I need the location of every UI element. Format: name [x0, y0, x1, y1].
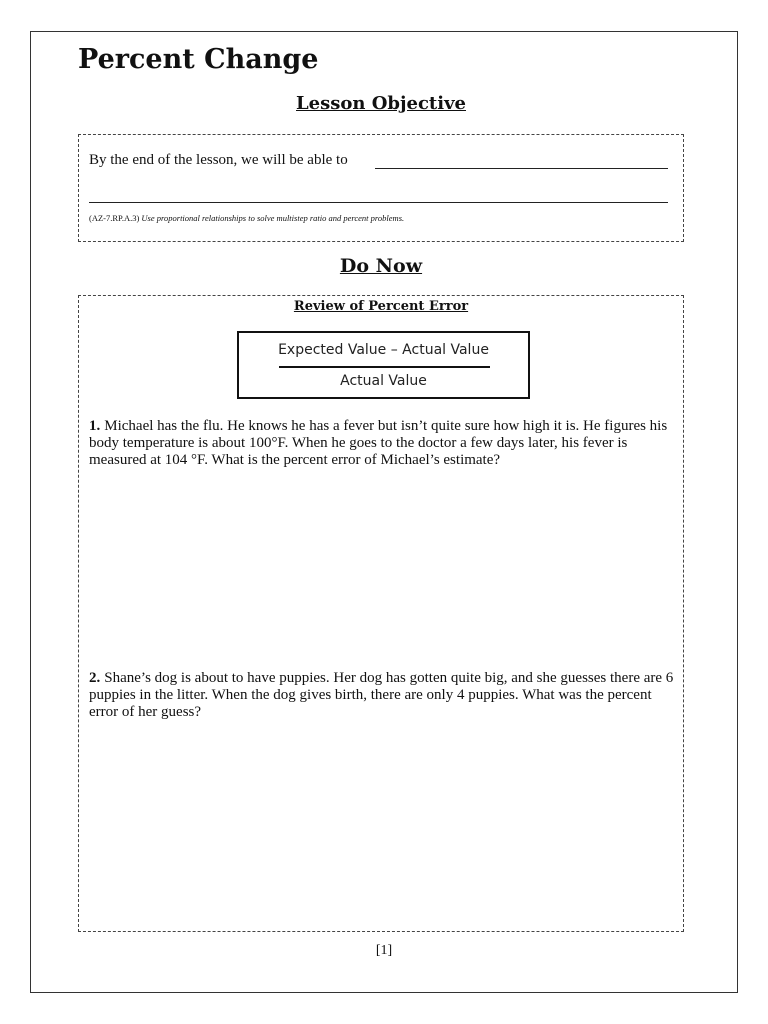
fraction-bar — [279, 366, 490, 368]
problem-1 — [89, 418, 675, 469]
do-now-heading: Do Now — [339, 255, 423, 277]
lesson-objective-box — [78, 134, 684, 242]
review-heading: Review of Percent Error — [293, 299, 469, 314]
problem-2 — [89, 670, 675, 721]
standard-description: Use proportional relationships to solve multistep ratio and percent problems. — [141, 213, 405, 223]
lesson-objective-heading: Lesson Objective — [296, 93, 466, 114]
problem-text: Michael has the flu. He knows he has a fever but isn’t quite sure how high it is. He figures his body temperature is about 100°F. When he goes to the doctor a few days later, his fever is measured at 104 °F. What is the percent error of Michael’s estimate? — [89, 418, 668, 468]
objective-blank-line-2 — [89, 202, 668, 203]
page-title: Percent Change — [78, 44, 319, 75]
formula-denominator: Actual Value — [340, 373, 427, 389]
page-number: [1] — [375, 943, 393, 958]
standard-note — [89, 213, 404, 223]
objective-blank-line-1 — [375, 168, 668, 169]
percent-error-formula — [237, 331, 530, 399]
objective-prompt: By the end of the lesson, we will be able to — [89, 152, 348, 168]
problem-number: 1. — [89, 418, 101, 434]
standard-code: (AZ-7.RP.A.3) — [89, 213, 140, 223]
formula-numerator: Expected Value – Actual Value — [278, 342, 489, 358]
do-now-box — [78, 295, 684, 932]
problem-number: 2. — [89, 670, 101, 686]
problem-text: Shane’s dog is about to have puppies. Her dog has gotten quite big, and she guesses there are 6 puppies in the litter. When the dog gives birth, there are only 4 puppies. What was the percent error of her guess? — [89, 670, 674, 720]
